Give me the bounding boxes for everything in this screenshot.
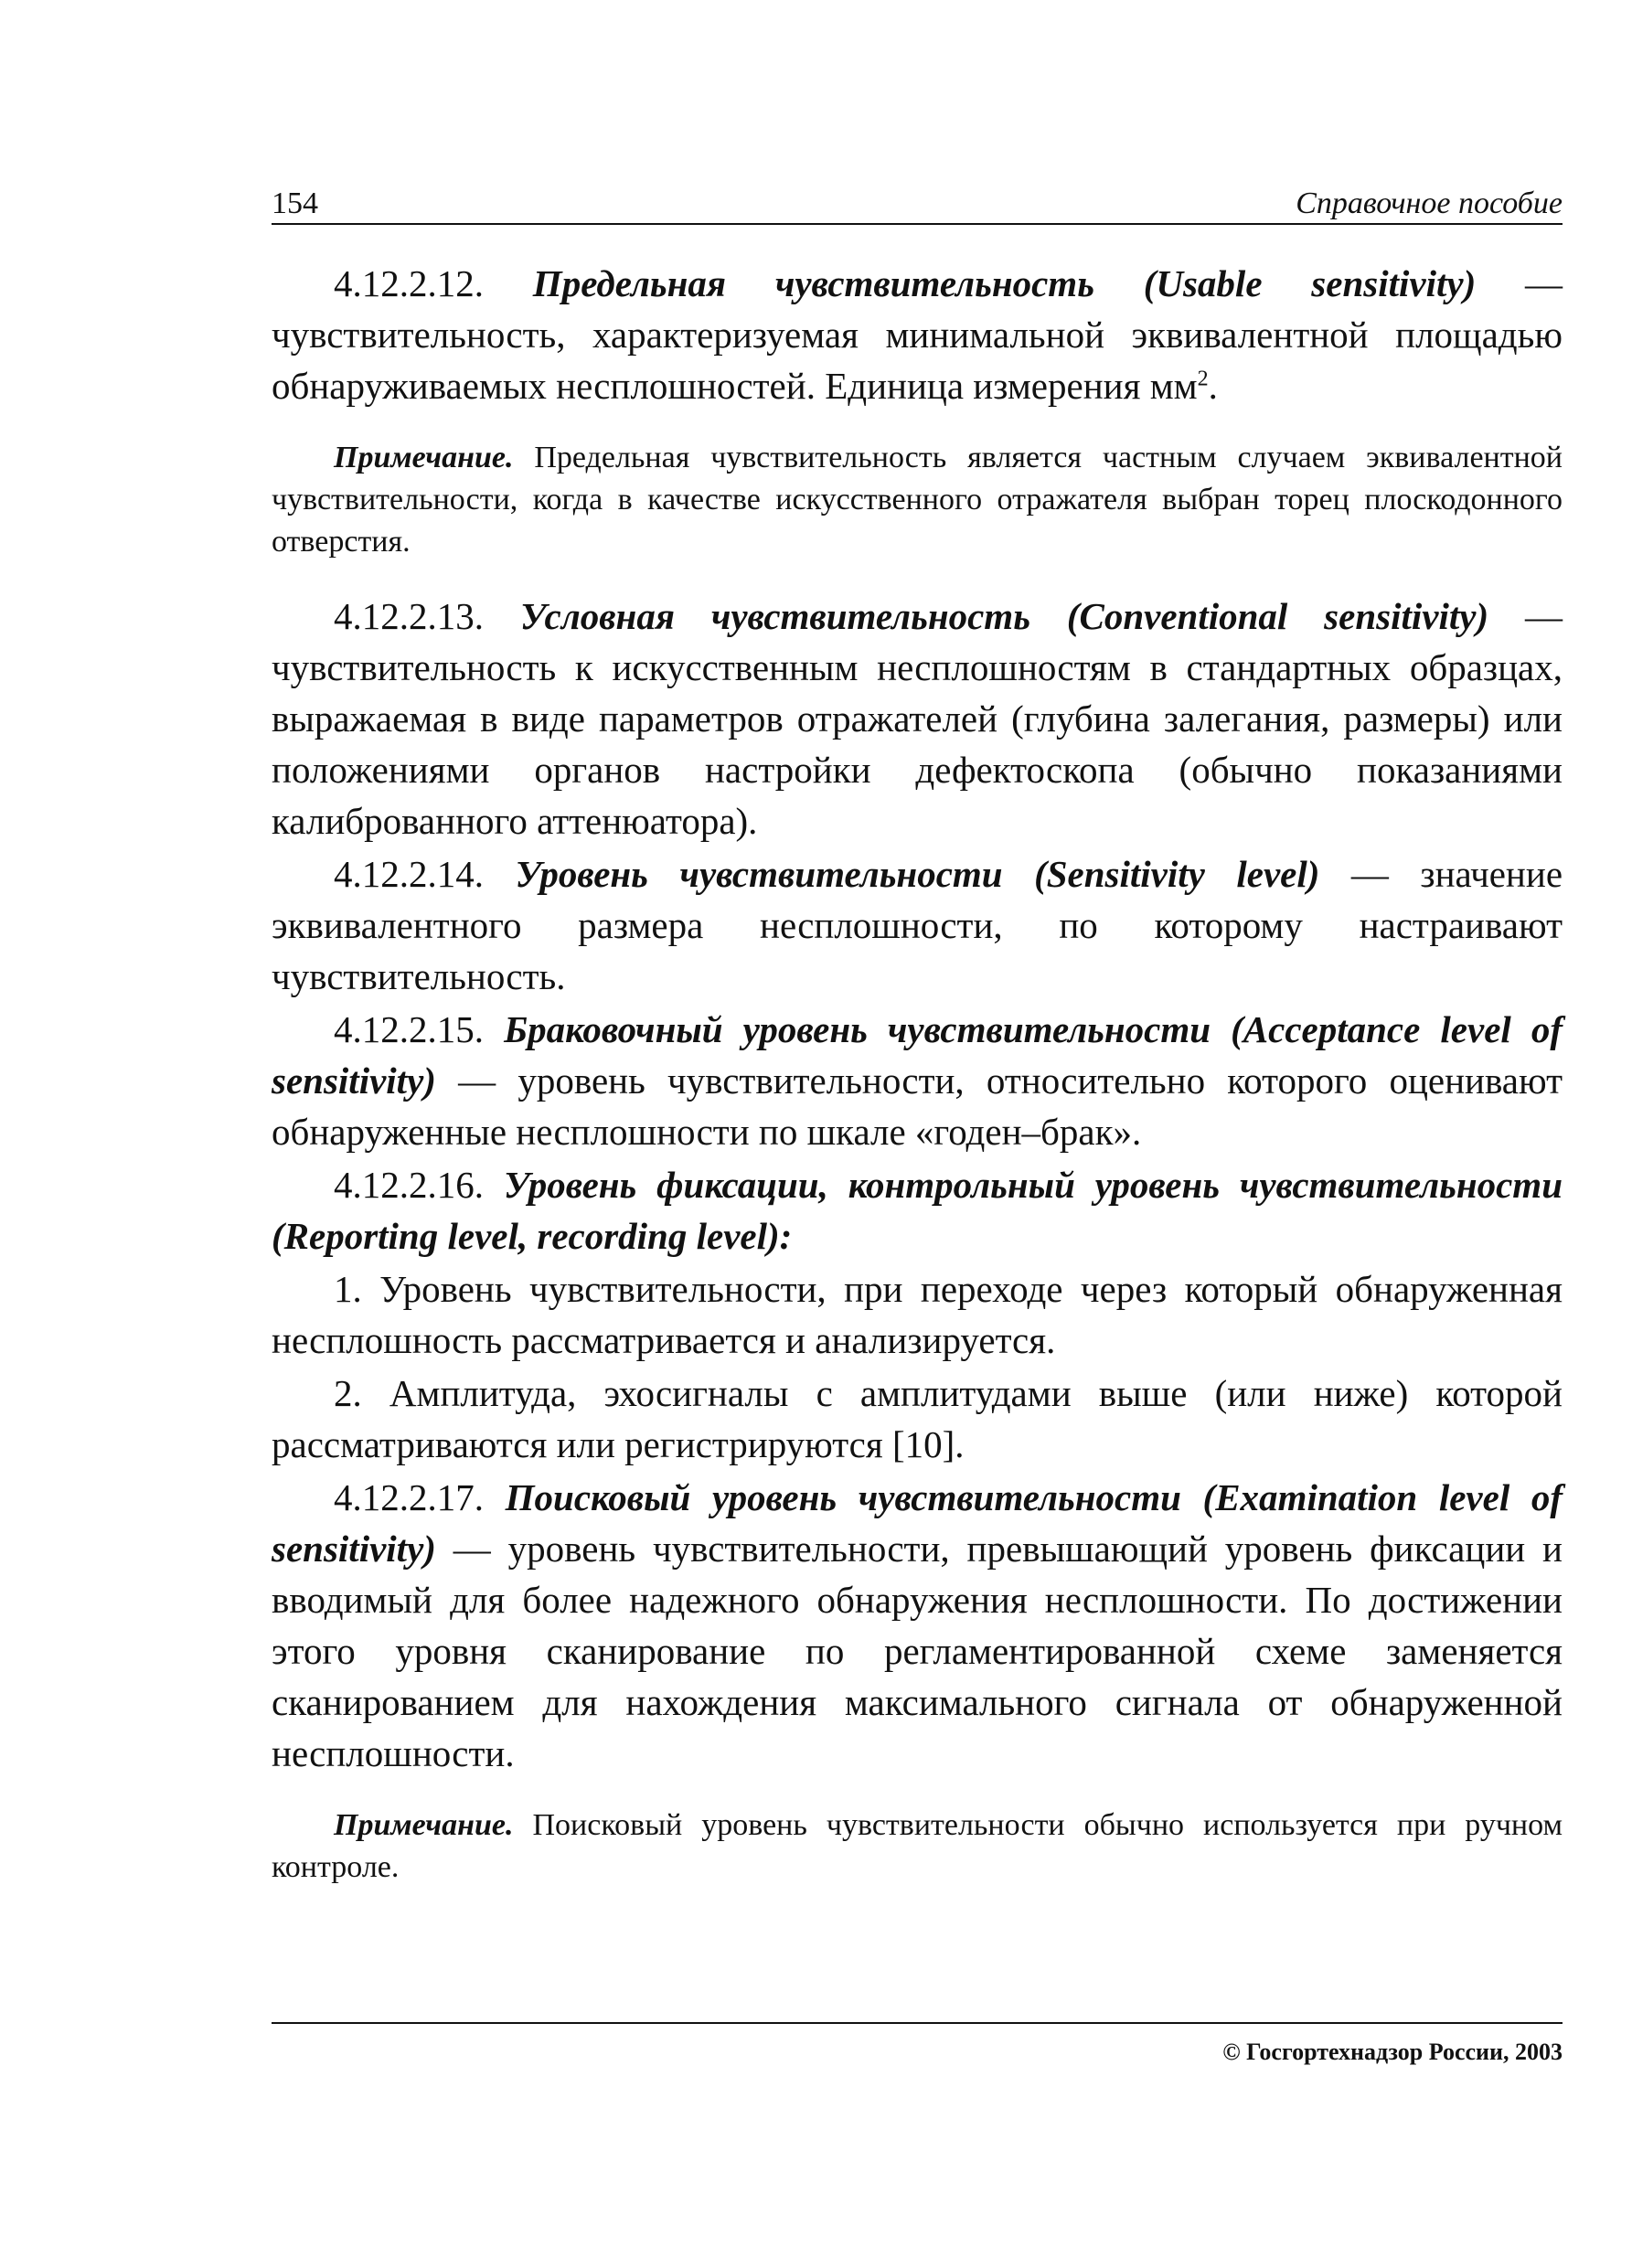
note-label: Примечание. [334,441,514,474]
note-label: Примечание. [334,1808,514,1842]
term-definition: — чувствительность к искусственным несплошностям в стандартных образцах, выражаемая в виде параметров отражателей (глубина залегания, размеры) или положениями органов настройки дефектоскопа (обычно показаниями калиброванного аттенюатора). [272,595,1563,842]
superscript: 2 [1197,367,1209,391]
term-definition: — чувствительность, характеризуемая минимальной эквивалентной площадью обнаруживаемых несплошностей. Единица измерения мм [272,262,1563,407]
term-number: 4.12.2.14. [334,853,516,895]
note-text: Предельная чувствительность является частным случаем эквивалентной чувствительности, когда в качестве искусственного отражателя выбран торец плоскодонного отверстия. [272,441,1563,559]
page-number: 154 [272,186,318,220]
term-number: 4.12.2.15. [334,1008,505,1050]
term-number: 4.12.2.16. [334,1164,504,1206]
copyright-notice: © Госгортехнадзор России, 2003 [1222,2039,1563,2065]
term-4-12-2-15 [272,1004,1563,1157]
running-header [272,183,1563,225]
list-item: 1. Уровень чувствительности, при переходе через который обнаруженная несплошность рассматривается и анализируется. [272,1268,1563,1361]
term-number: 4.12.2.17. [334,1476,506,1518]
term-number: 4.12.2.13. [334,595,520,637]
document-body [272,258,1563,1889]
term-4-12-2-17 [272,1472,1563,1779]
term-4-12-2-16 [272,1159,1563,1262]
term-name: Поисковый уровень чувствительности (Examination level of sensitivity) [272,1476,1563,1570]
term-name: Предельная чувствительность (Usable sensitivity) [532,262,1477,304]
term-name: Браковочный уровень чувствительности (Acceptance level of sensitivity) [272,1008,1563,1102]
term-name: Уровень чувствительности (Sensitivity level) [515,853,1320,895]
term-name: Условная чувствительность (Conventional sensitivity) [519,595,1489,637]
note-text: Поисковый уровень чувствительности обычно используется при ручном контроле. [272,1808,1563,1884]
note-1 [272,437,1563,563]
term-4-12-2-12 [272,258,1563,411]
term-number: 4.12.2.12. [334,262,533,304]
term-definition: — значение эквивалентного размера несплошности, по которому настраивают чувствительность. [272,853,1563,997]
list-item: 2. Амплитуда, эхосигналы с амплитудами выше (или ниже) которой рассматриваются или регистрируются [10]. [272,1372,1563,1465]
note-2 [272,1805,1563,1889]
term-4-12-2-13 [272,591,1563,847]
term-4-12-2-14 [272,848,1563,1002]
term-name: Уровень фиксации, контрольный уровень чувствительности (Reporting level, recording level): [272,1164,1563,1257]
term-tail: . [1208,365,1218,407]
term-definition: — уровень чувствительности, относительно которого оценивают обнаруженные несплошности по шкале «годен–брак». [272,1059,1563,1153]
header-title: Справочное пособие [1296,186,1563,220]
term-definition: — уровень чувствительности, превышающий уровень фиксации и вводимый для более надежного обнаружения несплошности. По достижении этого уровня сканирование по регламентированной схеме заменяется сканированием для нахождения максимального сигнала от обнаруженной несплошности. [272,1528,1563,1774]
document-page [272,183,1563,1916]
footer-divider [272,2022,1563,2024]
